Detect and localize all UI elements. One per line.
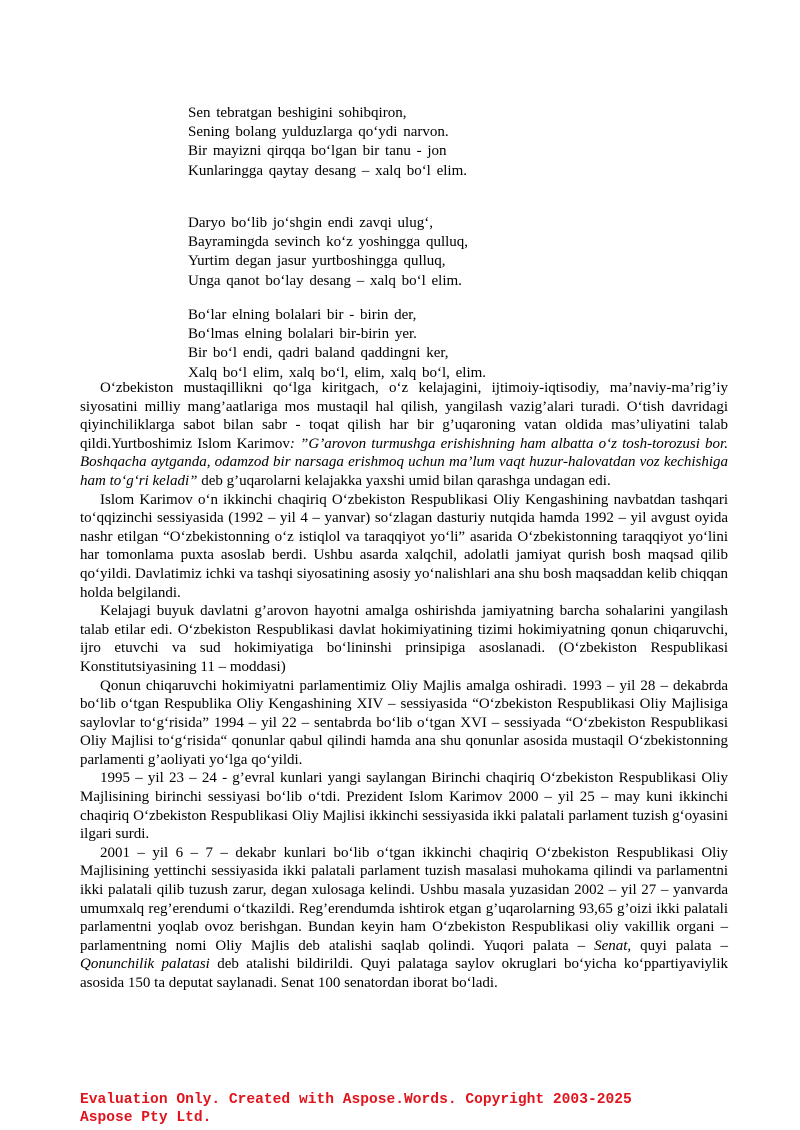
watermark-line: Aspose Pty Ltd. xyxy=(80,1110,212,1126)
paragraph-karimov-speech: Islom Karimov o‘n ikkinchi chaqiriq O‘zbekiston Respublikasi Oliy Kengashining navbatdan tashqari to‘qqizinchi sessiyasida (1992 – yil 4 – yanvar) so‘zlagan dasturiy nutqida hamda 1992 – yil avgust oyida nashr etilgan “O‘zbekistonning o‘z istiqlol va taraqqiyot yo‘li” asarida O‘zbekistonning taraqqiyot yo‘lini har tomonlama puxta asoslab berdi. Ushbu asarda xalqchil, adolatli jamiyat qurish bosh maqsad qilib qo‘yildi. Davlatimiz ichki va tashqi siyosatining asosiy yo‘nalishlari ana shu bosh maqsaddan kelib chiqqan holda belgilandi. xyxy=(80,491,728,601)
poem-line: Sening bolang yulduzlarga qo‘ydi narvon. xyxy=(188,124,449,141)
paragraph-text: O‘zbekiston mustaqillikni qo‘lga kiritgach, o‘z kelajagini, ijtimoiy-iqtisodiy, ma’naviy-ma’rig’iy siyosatini milliy mang’aatlariga mos mustaqil hal qilish, yangilash vazig’alari turadi. O‘tish davridagi qiyinchiliklarga sabot bilan sabr - toqat qilish har bir g’uqaroning vatan oldida mas’uliyatini talab qildi.Yurtboshimiz Islom Karimov xyxy=(80,380,728,452)
poem-line: Xalq bo‘l elim, xalq bo‘l, elim, xalq bo‘l, elim. xyxy=(188,364,487,381)
poem-line: Sen tebratgan beshigini sohibqiron, xyxy=(188,105,407,121)
paragraph-text: deb atalishi bildirildi. Quyi palataga saylov okruglari bo‘yicha ko‘ppartiyaviylik asosida 150 ta deputat saylanadi. Senat 100 senatordan iborat bo‘ladi. xyxy=(80,956,728,991)
paragraph-text: 2001 – yil 6 – 7 – dekabr kunlari bo‘lib o‘tgan ikkinchi chaqiriq O‘zbekiston Respublikasi Oliy Majlisining yettinchi sessiyasida ikki palatali parlament tuzish masalasi muhokama qilindi va parlamentni ikki palatali qilib tuzush zarur, degan xulosaga kelindi. Ushbu masala yuzasidan 2002 – yil 27 – yanvarda umumxalq reg’erendumi o‘tkazildi. Reg’erendumda ishtirok etgan g’uqarolarning 93,65 g’oizi ikki palatali parlamentni yoqlab ovoz berishgan. Bundan keyin ham O‘zbekiston Respublikasi oliy vakillik organi – parlamentning nomi Oliy Majlis deb atalishi saqlab qolindi. Yuqori palata – xyxy=(80,844,728,954)
paragraph-text: deb g’uqarolarni kelajakka yaxshi umid bilan qarashga undagan edi. xyxy=(197,472,611,489)
paragraph-text: quyi palata – xyxy=(631,937,728,954)
poem-line: Bayramingda sevinch ko‘z yoshingga qulluq, xyxy=(188,234,469,251)
poem-stanza-1 xyxy=(188,104,467,181)
poem-line: Bir bo‘l endi, qadri baland qaddingni ker, xyxy=(188,345,449,362)
body-text xyxy=(80,379,728,993)
paragraph-bicameral xyxy=(80,844,728,993)
poem-line: Yurtim degan jasur yurtboshingga qulluq, xyxy=(188,253,446,270)
poem-line: Kunlaringga qaytay desang – xalq bo‘l elim. xyxy=(188,162,468,179)
watermark-line: Evaluation Only. Created with Aspose.Words. Copyright 2003-2025 xyxy=(80,1092,632,1108)
paragraph-oliy-majlis: Qonun chiqaruvchi hokimiyatni parlamentimiz Oliy Majlis amalga oshiradi. 1993 – yil 28 – dekabrda bo‘lib o‘tgan Respublika Oliy Kengashining XIV – sessiyasida “O‘zbekiston Respublikasi Oliy Majlisiga saylovlar to‘g‘risida” 1994 – yil 22 – sentabrda bo‘lib o‘tgan XVI – sessiyada “O‘zbekiston Respublikasi Oliy Majlisi to‘g‘risida“ qonunlar qabul qilindi hamda ana shu qonunlar asosida mustaqil O‘zbekistonning parlamenti g’aoliyati yo‘lga qo‘yildi. xyxy=(80,677,728,768)
paragraph-state-power: Kelajagi buyuk davlatni g’arovon hayotni amalga oshirishda jamiyatning barcha sohalarini yangilash talab etilar edi. O‘zbekiston Respublikasi davlat hokimiyatining tizimi hokimiyatning qonun chiqaruvchi, ijro etuvchi va sud hokimiyatiga bo‘lininshi prinsipiga asoslanadi. (O‘zbekiston Respublikasi Konstitutsiyasining 11 – moddasi) xyxy=(80,603,728,675)
senat-term: Senat, xyxy=(594,937,632,954)
karimov-quote: : ”G’arovon turmushga erishishning ham albatta o‘z tosh-torozusi bor. Boshqacha aytganda, odamzod bir narsaga erishmoq uchun ma’lum vaqt huzur-halovatdan voz kechishiga ham to‘g‘ri keladi” xyxy=(80,435,728,489)
poem-line: Unga qanot bo‘lay desang – xalq bo‘l elim. xyxy=(188,272,462,289)
poem-line: Daryo bo‘lib jo‘shgin endi zavqi ulug‘, xyxy=(188,215,433,231)
qonunchilik-palatasi-term: Qonunchilik palatasi xyxy=(80,956,210,973)
poem-line: Bir mayizni qirqqa bo‘lgan bir tanu - jon xyxy=(188,143,447,160)
poem-stanza-3 xyxy=(188,306,486,383)
poem-line: Bo‘lmas elning bolalari bir-birin yer. xyxy=(188,326,417,343)
paragraph-first-session: 1995 – yil 23 – 24 - g’evral kunlari yangi saylangan Birinchi chaqiriq O‘zbekiston Respublikasi Oliy Majlisining birinchi sessiyasi bo‘lib o‘tdi. Prezident Islom Karimov 2000 – yil 25 – may kuni ikkinchi chaqiriq O‘zbekiston Respublikasi Oliy Majlisi ikkinchi sessiyasida ikki palatali parlament tuzish g‘oyasini ilgari surdi. xyxy=(80,770,728,843)
poem-stanza-2 xyxy=(188,214,468,291)
poem-line: Bo‘lar elning bolalari bir - birin der, xyxy=(188,307,417,323)
evaluation-watermark xyxy=(80,1091,632,1127)
paragraph-independence xyxy=(80,379,728,491)
